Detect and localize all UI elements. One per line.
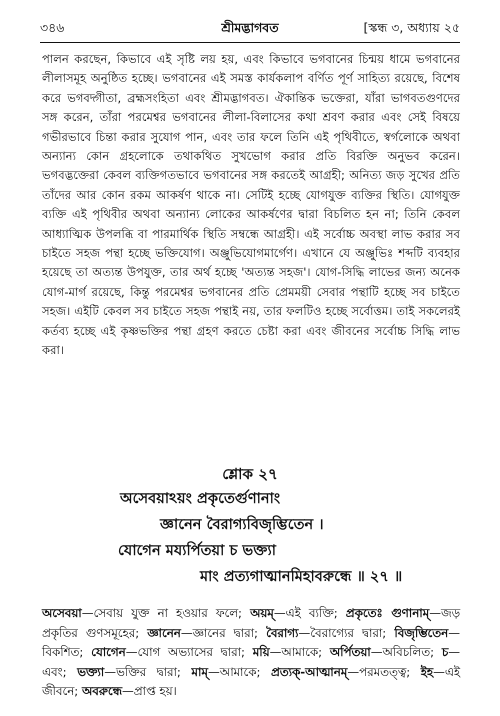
- synonym-meaning: —ভক্তির দ্বারা;: [104, 664, 192, 679]
- verse-line-3: যোগেন ময্যর্পিতয়া চ ভক্ত্যা: [118, 542, 276, 559]
- book-title: শ্রীমদ্ভাগবত: [221, 20, 279, 35]
- synonym-meaning: —বৈরাগ্যের দ্বারা;: [298, 625, 395, 640]
- header-rule: [40, 42, 460, 43]
- synonym-meaning: —এবং;: [42, 645, 460, 679]
- synonym-term: প্রত্যক্-আত্মানম্: [270, 664, 348, 679]
- verse-line-1: অসেবয়াঽয়ং প্রকৃতের্গুণানাং: [120, 490, 281, 507]
- synonym-term: অর্পিতয়া: [329, 645, 371, 660]
- synonym-term: ভক্ত্যা: [77, 664, 105, 679]
- synonym-meaning: —আমাকে;: [207, 664, 271, 679]
- synonym-term: অসেবয়া: [42, 606, 82, 620]
- synonym-meaning: —সেবায় যুক্ত না হওয়ার ফলে;: [81, 606, 251, 620]
- synonym-meaning: —এই ব্যক্তি;: [273, 606, 346, 620]
- synonym-term: ইহ: [420, 664, 434, 679]
- synonym-meaning: —পরমতত্ত্ব;: [347, 664, 421, 679]
- synonym-meaning: —প্রাপ্ত হয়।: [121, 684, 177, 699]
- page-header: [40, 20, 460, 40]
- synonym-term: জ্ঞানেন: [147, 625, 181, 640]
- verse-line-2: জ্ঞানেন বৈরাগ্যবিজৃম্ভিতেন ।: [160, 516, 324, 533]
- synonym-meaning: —যোগ অভ্যাসের দ্বারা;: [125, 645, 253, 660]
- synonym-term: বৈরাগ্য: [266, 625, 299, 640]
- synonym-term: অয়ম্: [250, 606, 274, 620]
- synonym-term: চ: [441, 645, 449, 660]
- synonym-meaning: —আমাকে;: [269, 645, 330, 660]
- page-number: ৩৪৬: [40, 20, 65, 35]
- purport-paragraph: পালন করছেন, কিভাবে এই সৃষ্টি লয় হয়, এবং কিভাবে ভগবানের চিন্ময় ধামে ভগবানের লীলাসমূহ অনুষ্ঠিত হচ্ছে। ভগবানের এই সমস্ত কার্যকলাপ বর্ণিত পূর্ণ সাহিত্য রয়েছে, বিশেষ করে ভগবদ্গীতা, ব্রহ্মসংহিতা এবং শ্রীমদ্ভাগবত। ঐকান্তিক ভক্তেরা, যাঁরা ভাগবতগুণদের সঙ্গ করেন, তাঁরা পরমেশ্বর ভগবানের লীলা-বিলাসের কথা শ্রবণ করার এবং সেই বিষয়ে গভীরভাবে চিন্তা করার সুযোগ পান, এবং তার ফলে তিনি এই পৃথিবীতে, স্বর্গলোকে অথবা অন্যান্য কোন গ্রহলোকে তথাকথিত সুখভোগ করার প্রতি বিরক্তি অনুভব করেন। ভগবদ্ভক্তেরা কেবল ব্যক্তিগতভাবে ভগবানের সঙ্গ করতেই আগ্রহী; অনিত্য জড় সুখের প্রতি তাঁদের আর কোন রকম আকর্ষণ থাকে না। সেটিই হচ্ছে যোগযুক্ত ব্যক্তির স্থিতি। যোগযুক্ত ব্যক্তি এই পৃথিবীর অথবা অন্যান্য লোকের আকর্ষণের দ্বারা বিচলিত হন না; তিনি কেবল আধ্যাত্মিক উপলব্ধি বা পারমার্থিক স্থিতি সম্বন্ধে আগ্রহী। এই সর্বোচ্চ অবস্থা লাভ করার সব চাইতে সহজ পন্থা হচ্ছে ভক্তিযোগ। অঞ্জুভিযোগমার্গেণ। এখানে যে অঞ্জুভিঃ শব্দটি ব্যবহার হয়েছে তা অত্যন্ত উপযুক্ত, তার অর্থ হচ্ছে 'অত্যন্ত সহজ'। যোগ-সিদ্ধি লাভের জন্য অনেক যোগ-মার্গ রয়েছে, কিন্তু পরমেশ্বর ভগবানের প্রতি প্রেমময়ী সেবার পন্থাটি হচ্ছে সব চাইতে সহজ। এইটি কেবল সব চাইতে সহজ পন্থাই নয়, তার ফলটিও হচ্ছে সর্বোত্তম। তাই সকলেরই কর্তব্য হচ্ছে এই কৃষ্ণভক্তির পন্থা গ্রহণ করতে চেষ্টা করা এবং জীবনের সর্বোচ্চ সিদ্ধি লাভ করা।: [42, 52, 460, 358]
- synonym-term: যোগেন: [91, 645, 126, 660]
- synonym-meaning: —বিকশিত;: [42, 625, 460, 660]
- synonym-meaning: —অবিচলিত;: [370, 645, 442, 660]
- synonym-meaning: —জ্ঞানের দ্বারা;: [180, 625, 267, 640]
- synonym-meaning: —জড় প্রকৃতির গুণসমূহের;: [42, 606, 460, 640]
- verse-line-4: মাং প্রত্যগাত্মানমিহাবরুন্ধে ॥ ২৭ ॥: [200, 568, 403, 585]
- synonym-term: বিজৃম্ভিতেন: [394, 625, 449, 640]
- verse-heading: শ্লোক ২৭: [222, 465, 278, 483]
- chapter-reference: [স্কন্ধ ৩, অধ্যায় ২৫: [363, 20, 460, 35]
- synonym-term: ময়ি: [252, 645, 270, 660]
- synonym-meaning: —এই জীবনে;: [42, 664, 461, 699]
- synonym-term: অবরুন্ধে: [82, 684, 122, 699]
- word-synonyms: [42, 604, 460, 702]
- synonym-term: প্রকৃতেঃ গুণানাম্: [345, 606, 430, 620]
- synonym-term: মাম্: [191, 664, 208, 679]
